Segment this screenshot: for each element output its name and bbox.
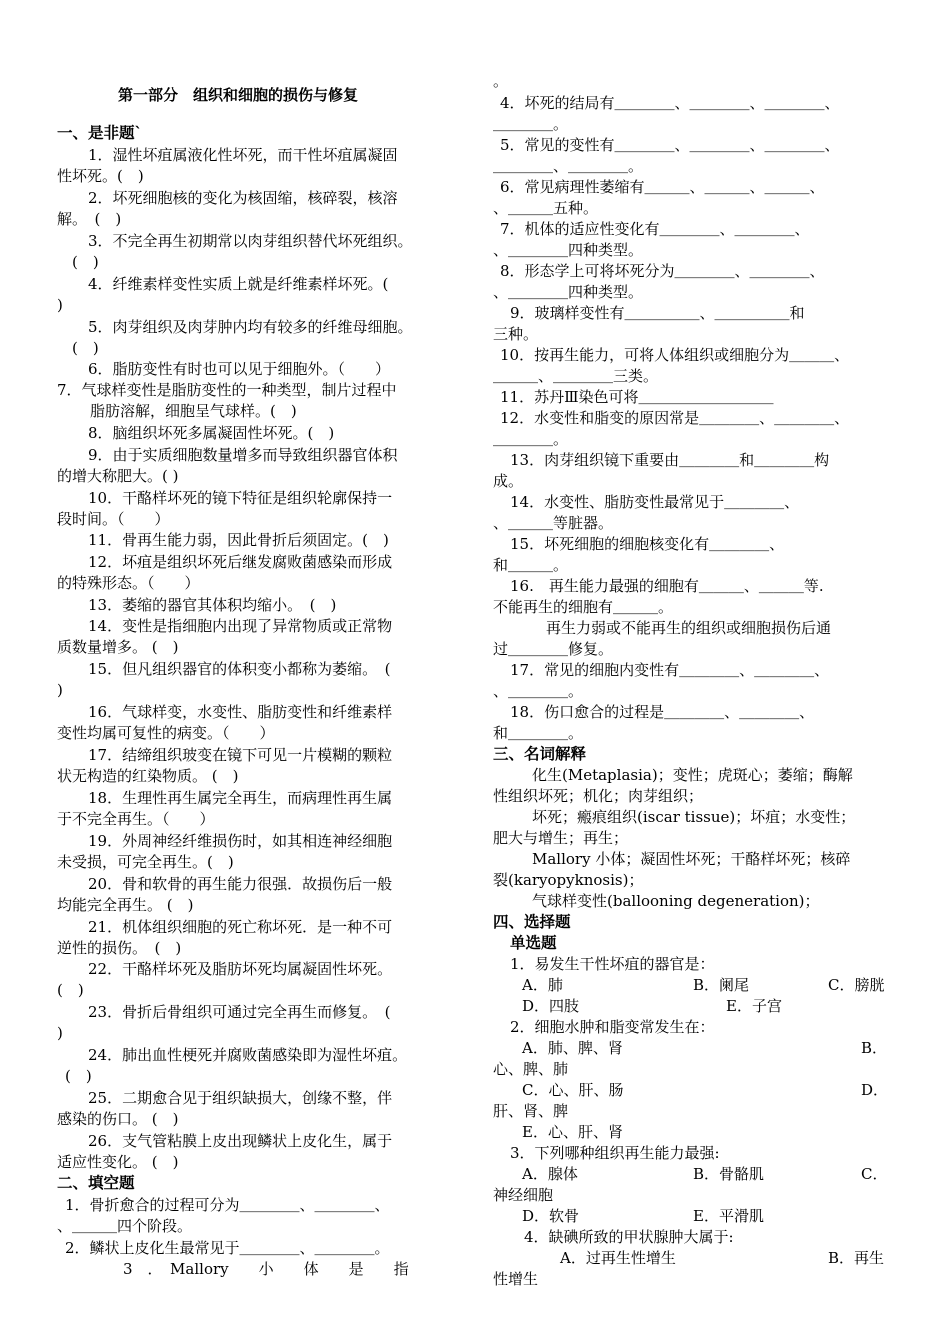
- text-line: 11．苏丹Ⅲ染色可将＿＿＿＿＿＿＿＿＿: [500, 388, 774, 406]
- page-title: 第一部分 组织和细胞的损伤与修复: [118, 86, 359, 104]
- text-line: D．: [861, 1081, 889, 1099]
- text-line: 12．坏疽是组织坏死后继发腐败菌感染而形成: [88, 553, 393, 571]
- text-line: D．四肢: [522, 997, 580, 1015]
- text-line: 6．脂肪变性有时也可以见于细胞外。（ ）: [88, 360, 391, 378]
- text-line: A．肺、脾、肾: [522, 1039, 623, 1057]
- text-line: 16．气球样变，水变性、脂肪变性和纤维素样: [88, 703, 393, 721]
- text-line: 25．二期愈合见于组织缺损大，创缘不整，伴: [88, 1089, 393, 1107]
- text-line: 1．湿性坏疽属液化性坏死，而干性坏疽属凝固: [88, 146, 398, 164]
- text-line: 14．变性是指细胞内出现了异常物质或正常物: [88, 617, 393, 635]
- text-line: 24．肺出血性梗死并腐败菌感染即为湿性坏疽。: [88, 1046, 408, 1064]
- section-heading: 二、填空题: [57, 1174, 135, 1192]
- text-line: A．过再生性增生: [560, 1249, 676, 1267]
- text-line: 脂肪溶解，细胞呈气球样。( ): [90, 402, 297, 420]
- text-line: 2．坏死细胞核的变化为核固缩，核碎裂，核溶: [88, 189, 398, 207]
- text-line: Mallory 小体；凝固性坏死；干酪样坏死；核碎: [532, 850, 851, 868]
- text-line: 10．按再生能力，可将人体组织或细胞分为＿＿＿、: [500, 346, 850, 364]
- text-line: 均能完全再生。 ( ): [57, 896, 194, 914]
- text-line: ( ): [65, 1067, 92, 1085]
- text-line: 4．缺碘所致的甲状腺肿大属于:: [524, 1228, 734, 1246]
- text-line: ): [57, 1024, 63, 1042]
- text-line: 逆性的损伤。 ( ): [57, 939, 182, 957]
- text-line: 3．不完全再生初期常以肉芽组织替代坏死组织。: [88, 232, 413, 250]
- text-line: ( ): [72, 253, 99, 271]
- text-line: 和＿＿＿＿。: [493, 724, 584, 742]
- text-line: 、＿＿＿等脏器。: [493, 514, 614, 532]
- text-line: 16. 再生能力最强的细胞有＿＿＿、＿＿＿等.: [510, 577, 824, 595]
- text-line: D．软骨: [522, 1207, 580, 1225]
- text-line: 8．形态学上可将坏死分为＿＿＿＿、＿＿＿＿、: [500, 262, 825, 280]
- text-line: 性组织坏死；机化；肉芽组织；: [493, 787, 704, 805]
- text-line: E．子宫: [726, 997, 782, 1015]
- text-line: 段时间。（ ）: [57, 510, 170, 528]
- text-line: 10．干酪样坏死的镜下特征是组织轮廓保持一: [88, 489, 393, 507]
- text-line: 、＿＿＿＿。: [493, 682, 584, 700]
- section-heading: 三、名词解释: [493, 745, 587, 763]
- section-heading: 单选题: [510, 934, 557, 952]
- text-line: 1．易发生干性坏疽的器官是：: [510, 955, 715, 973]
- text-line: C．: [861, 1165, 888, 1183]
- text-line: 22．干酪样坏死及脂肪坏死均属凝固性坏死。: [88, 960, 393, 978]
- text-line: 7．气球样变性是脂肪变性的一种类型，制片过程中: [57, 381, 397, 399]
- text-line: 三种。: [493, 325, 539, 343]
- text-line: 气球样变性(ballooning degeneration)；: [532, 892, 820, 910]
- text-line: B．: [861, 1039, 888, 1057]
- text-line: ＿＿＿＿、＿＿＿＿。: [493, 157, 644, 175]
- text-line: 1．骨折愈合的过程可分为＿＿＿＿、＿＿＿＿、: [65, 1196, 390, 1214]
- text-line: 成。: [493, 472, 524, 490]
- text-line: 、＿＿＿四个阶段。: [57, 1217, 193, 1235]
- text-line: 。: [493, 72, 509, 90]
- text-line: 5．肉芽组织及肉芽肿内均有较多的纤维母细胞。: [88, 318, 413, 336]
- text-line: 于不完全再生。（ ）: [57, 810, 215, 828]
- text-line: 的特殊形态。（ ）: [57, 574, 200, 592]
- text-line: 、＿＿＿＿四种类型。: [493, 241, 644, 259]
- text-line: 9．由于实质细胞数量增多而导致组织器官体积: [88, 446, 398, 464]
- text-line: 5．常见的变性有＿＿＿＿、＿＿＿＿、＿＿＿＿、: [500, 136, 840, 154]
- text-line: A．腺体: [522, 1165, 578, 1183]
- text-line: 6．常见病理性萎缩有＿＿＿、＿＿＿、＿＿＿、: [500, 178, 825, 196]
- text-line: 14．水变性、脂肪变性最常见于＿＿＿＿、: [510, 493, 800, 511]
- text-line: ( ): [57, 981, 84, 999]
- text-line: 心、脾、肺: [493, 1060, 569, 1078]
- text-line: C．膀胱: [828, 976, 885, 994]
- text-line: ＿＿＿、＿＿＿＿三类。: [493, 367, 659, 385]
- text-line: 13．萎缩的器官其体积均缩小。 ( ): [88, 596, 337, 614]
- text-line: 坏死；瘢痕组织(iscar tissue)；坏疽；水变性；: [532, 808, 856, 826]
- text-line: 、＿＿＿五种。: [493, 199, 599, 217]
- text-line: 化生(Metaplasia)；变性；虎斑心；萎缩；酶解: [532, 766, 853, 784]
- text-line: 4．坏死的结局有＿＿＿＿、＿＿＿＿、＿＿＿＿、: [500, 94, 840, 112]
- text-line: 适应性变化。 ( ): [57, 1153, 179, 1171]
- text-line: 13．肉芽组织镜下重要由＿＿＿＿和＿＿＿＿构: [510, 451, 830, 469]
- text-line: 19．外周神经纤维损伤时，如其相连神经细胞: [88, 832, 393, 850]
- text-line: ＿＿＿＿。: [493, 430, 569, 448]
- text-line: 11．骨再生能力弱，因此骨折后须固定。( ): [88, 531, 389, 549]
- text-line: 4．纤维素样变性实质上就是纤维素样坏死。(: [88, 275, 389, 293]
- text-line: 未受损，可完全再生。( ): [57, 853, 234, 871]
- text-line: 2．细胞水肿和脂变常发生在：: [510, 1018, 715, 1036]
- text-line: 解。 ( ): [57, 210, 122, 228]
- text-line: 3．下列哪种组织再生能力最强:: [510, 1144, 720, 1162]
- text-line: 再生力弱或不能再生的组织或细胞损伤后通: [546, 619, 832, 637]
- text-line: 9．玻璃样变性有＿＿＿＿＿、＿＿＿＿＿和: [510, 304, 805, 322]
- text-line: 和＿＿＿。: [493, 556, 569, 574]
- text-line: 15．但凡组织器官的体积变小都称为萎缩。 (: [88, 660, 391, 678]
- text-line: 性增生: [493, 1270, 539, 1288]
- text-line: C．心、肝、肠: [522, 1081, 624, 1099]
- text-line: 裂(karyopyknosis)；: [493, 871, 644, 889]
- text-line: ): [57, 681, 63, 699]
- text-line: ( ): [72, 339, 99, 357]
- text-line: B．阑尾: [693, 976, 750, 994]
- text-line: 肥大与增生；再生；: [493, 829, 629, 847]
- text-line: 20．骨和软骨的再生能力很强．故损伤后一般: [88, 875, 393, 893]
- text-line: 7．机体的适应性变化有＿＿＿＿、＿＿＿＿、: [500, 220, 810, 238]
- text-line: 26．支气管粘膜上皮出现鳞状上皮化生，属于: [88, 1132, 393, 1150]
- text-line: 变性均属可复性的病变。（ ）: [57, 724, 275, 742]
- text-line: 感染的伤口。 ( ): [57, 1110, 179, 1128]
- text-line: 不能再生的细胞有＿＿＿。: [493, 598, 674, 616]
- text-line: 18．生理性再生属完全再生，而病理性再生属: [88, 789, 393, 807]
- text-line: 过＿＿＿＿修复。: [493, 640, 614, 658]
- text-line: 肝、肾、脾: [493, 1102, 569, 1120]
- text-line: 质数量增多。 ( ): [57, 638, 179, 656]
- text-line: 17．常见的细胞内变性有＿＿＿＿、＿＿＿＿、: [510, 661, 830, 679]
- text-line: 18．伤口愈合的过程是＿＿＿＿、＿＿＿＿、: [510, 703, 815, 721]
- text-line: 、＿＿＿＿四种类型。: [493, 283, 644, 301]
- text-line: 2．鳞状上皮化生最常见于＿＿＿＿、＿＿＿＿。: [65, 1239, 390, 1257]
- text-line: ＿＿＿＿。: [493, 115, 569, 133]
- text-line: 23．骨折后骨组织可通过完全再生而修复。 (: [88, 1003, 391, 1021]
- text-line: B．骨骼肌: [693, 1165, 765, 1183]
- text-line: 性坏死。( ): [57, 167, 144, 185]
- text-line: A．肺: [522, 976, 563, 994]
- text-line: 神经细胞: [493, 1186, 554, 1204]
- text-line: 15．坏死细胞的细胞核变化有＿＿＿＿、: [510, 535, 785, 553]
- text-line: 8．脑组织坏死多属凝固性坏死。( ): [88, 424, 335, 442]
- text-line: E．平滑肌: [693, 1207, 764, 1225]
- text-line: ): [57, 296, 63, 314]
- text-line: E．心、肝、肾: [522, 1123, 623, 1141]
- section-heading: 四、选择题: [493, 913, 571, 931]
- text-line: 的增大称肥大。( ): [57, 467, 179, 485]
- section-heading: 一、是非题`: [57, 124, 143, 142]
- text-line: 21．机体组织细胞的死亡称坏死．是一种不可: [88, 918, 393, 936]
- text-line: B．再生: [828, 1249, 885, 1267]
- text-line: 状无构造的红染物质。 ( ): [57, 767, 239, 785]
- text-line: 12．水变性和脂变的原因常是＿＿＿＿、＿＿＿＿、: [500, 409, 850, 427]
- text-line: 17．结缔组织玻变在镜下可见一片模糊的颗粒: [88, 746, 393, 764]
- text-line: 3 ． Mallory 小 体 是 指: [123, 1260, 409, 1278]
